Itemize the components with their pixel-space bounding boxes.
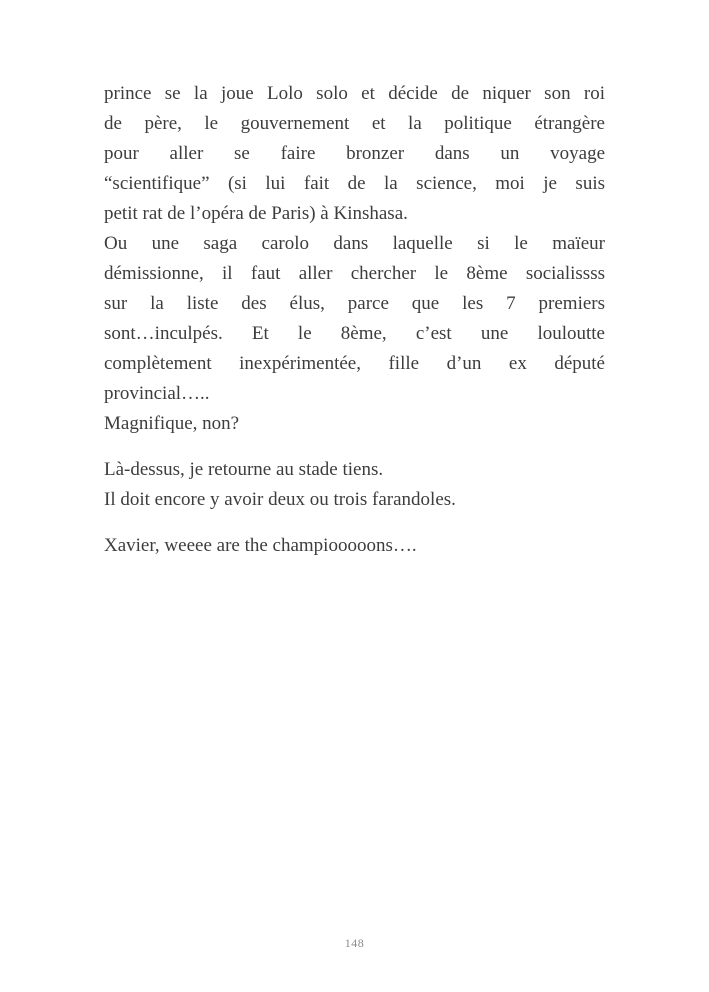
paragraph-2 [104,229,605,409]
text-line: démissionne, il faut aller chercher le 8ème socialissss [104,263,605,284]
text-line: sur la liste des élus, parce que les 7 premiers [104,293,605,314]
text-line: petit rat de l’opéra de Paris) à Kinshasa. [104,203,408,224]
paragraph-4 [104,455,605,515]
text-line: complètement inexpérimentée, fille d’un ex député [104,353,605,374]
paragraph-1 [104,79,605,229]
text-line: “scientifique” (si lui fait de la science, moi je suis [104,173,605,194]
text-line: Ou une saga carolo dans laquelle si le maïeur [104,233,605,254]
text-line: pour aller se faire bronzer dans un voyage [104,143,605,164]
paragraph-3 [104,409,605,439]
text-line: prince se la joue Lolo solo et décide de niquer son roi [104,83,605,104]
page-number: 148 [344,936,365,950]
text-line: Xavier, weeee are the champiooooons…. [104,535,417,556]
paragraph-5 [104,531,605,561]
text-line: provincial….. [104,383,210,404]
text-line: sont…inculpés. Et le 8ème, c’est une louloutte [104,323,605,344]
text-line: Magnifique, non? [104,413,240,434]
text-line: Il doit encore y avoir deux ou trois farandoles. [104,489,456,510]
text-line: de père, le gouvernement et la politique étrangère [104,113,605,134]
text-block [104,79,605,561]
text-line: Là-dessus, je retourne au stade tiens. [104,459,384,480]
